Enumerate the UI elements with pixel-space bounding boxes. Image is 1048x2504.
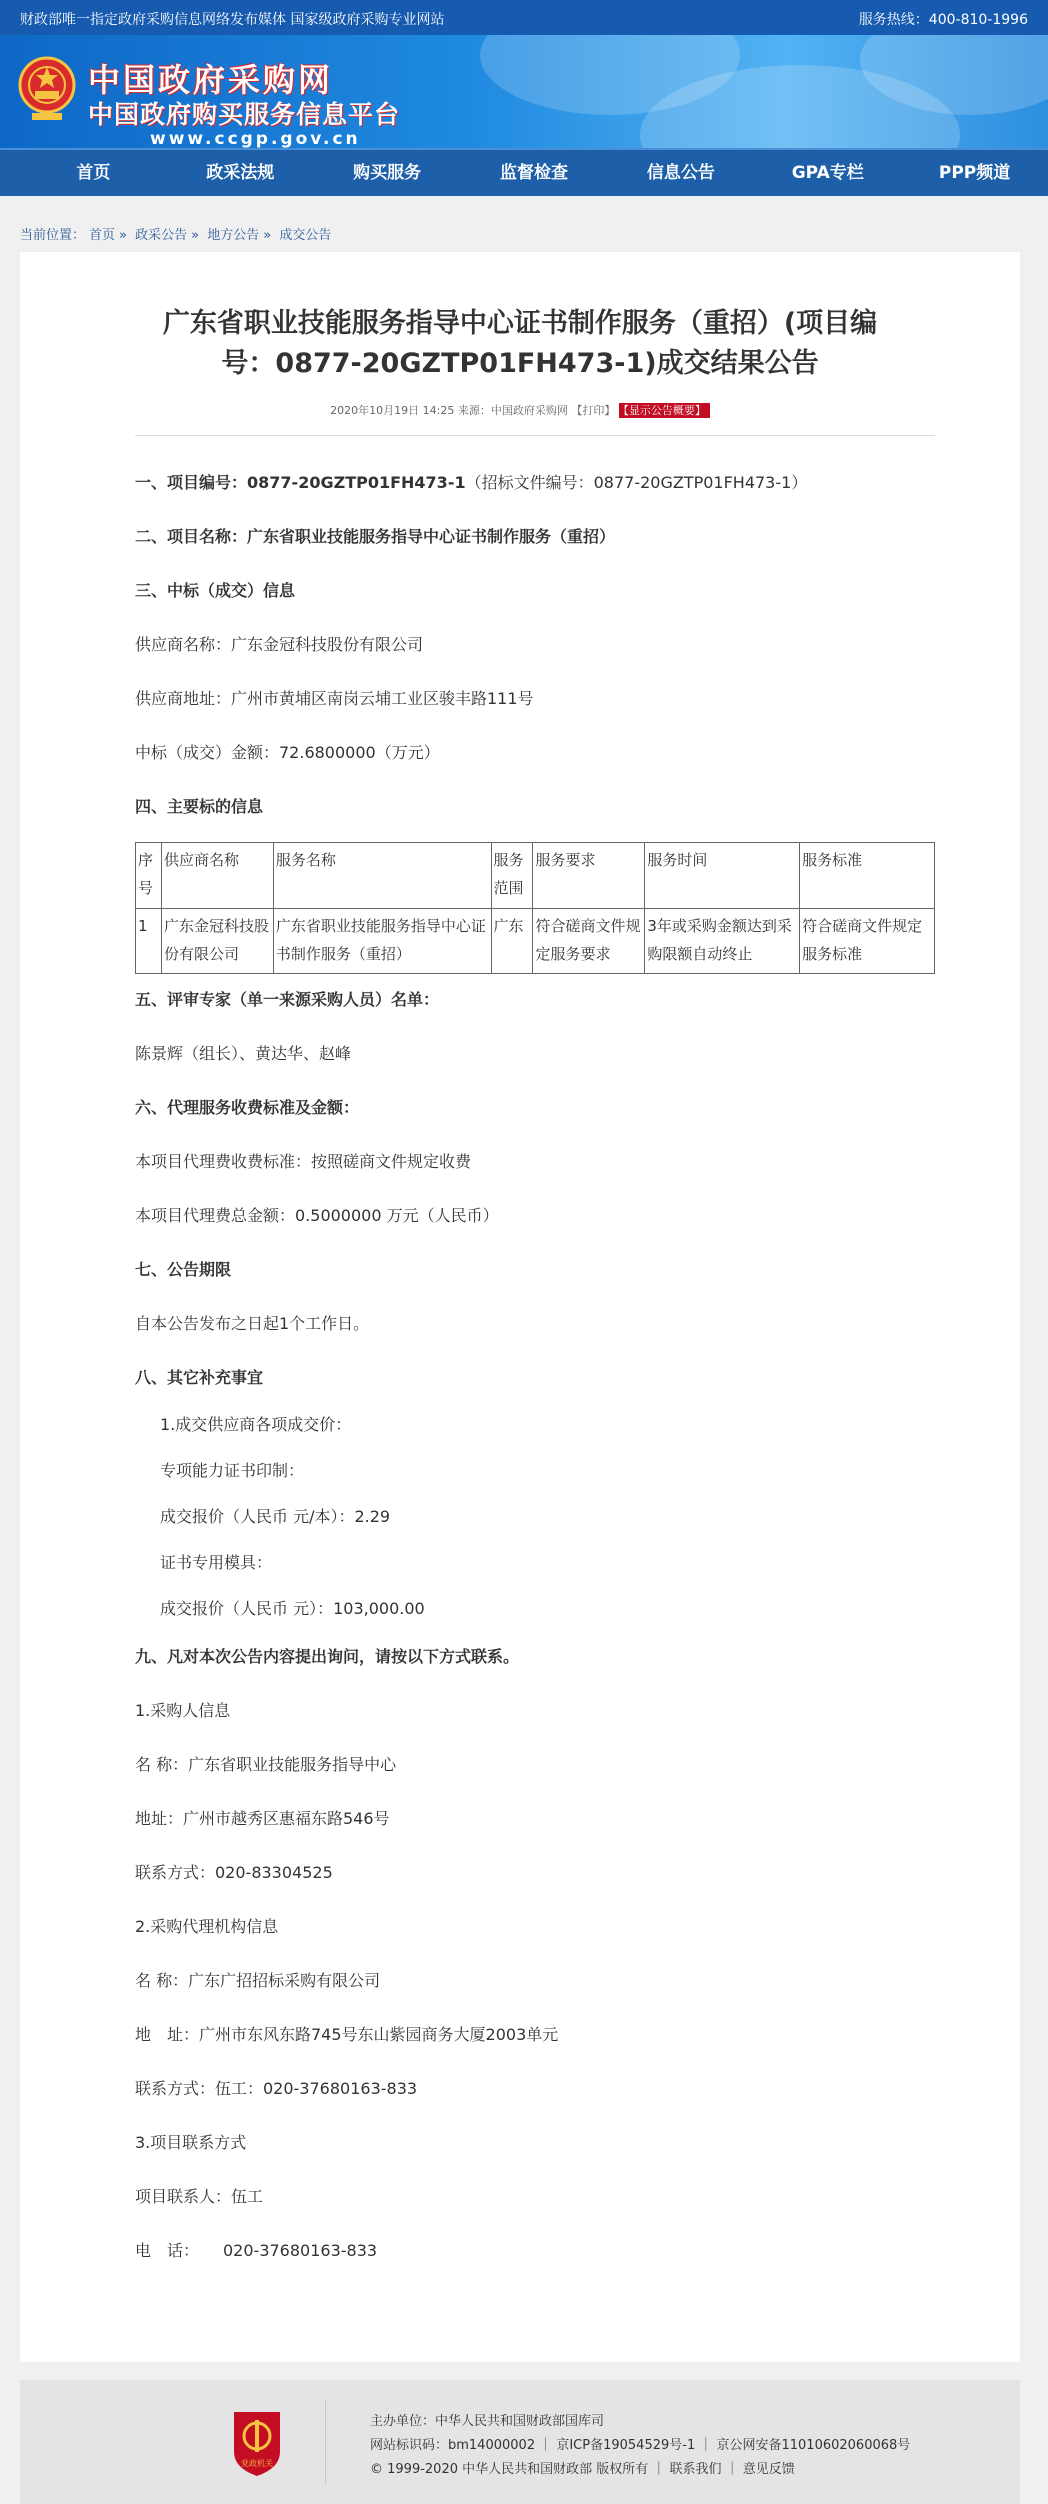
buyer-name: 名 称：广东省职业技能服务指导中心 (135, 1755, 397, 1774)
agency-heading: 2.采购代理机构信息 (135, 1917, 279, 1936)
site-banner (0, 35, 1048, 148)
project-contact: 项目联系人：伍工 (135, 2187, 264, 2206)
supplement-line: 专项能力证书印制： (160, 1461, 305, 1480)
table-cell: 3年或采购金额达到采购限额自动终止 (645, 908, 800, 974)
badge-label: 党政机关 (241, 2459, 273, 2468)
article-meta-text[interactable]: 2020年10月19日 14:25 来源：中国政府采购网 【打印】 (330, 404, 616, 417)
breadcrumb-local[interactable]: 地方公告 (207, 228, 260, 243)
logo-title-cn: 中国政府采购网 (88, 61, 334, 99)
project-name: 广东省职业技能服务指导中心证书制作服务（重招） (247, 527, 616, 546)
nav-regulations[interactable]: 政采法规 (206, 163, 275, 183)
top-bar-slogan: 财政部唯一指定政府采购信息网络发布媒体 国家级政府采购专业网站 (20, 12, 445, 28)
nav-home[interactable]: 首页 (76, 163, 111, 183)
table-header-cell: 服务范围 (491, 843, 533, 909)
supplier-name: 供应商名称：广东金冠科技股份有限公司 (135, 635, 424, 654)
supplement-line: 成交报价（人民币 元）：103,000.00 (160, 1599, 425, 1618)
tender-doc-code: （招标文件编号：0877-20GZTP01FH473-1） (465, 473, 808, 492)
footer-divider (325, 2400, 326, 2485)
agency-address: 地 址：广州市东风东路745号东山紫园商务大厦2003单元 (135, 2025, 559, 2044)
breadcrumb-separator: » (191, 228, 200, 243)
supplement-line: 成交报价（人民币 元/本）：2.29 (160, 1507, 391, 1526)
top-bar (0, 0, 1048, 35)
table-cell: 1 (136, 908, 162, 974)
agency-name: 名 称：广东广招招标采购有限公司 (135, 1971, 381, 1990)
section-2 (135, 524, 615, 547)
section-1-label: 一、项目编号： (135, 473, 248, 492)
service-hotline: 服务热线：400-810-1996 (858, 12, 1028, 28)
project-phone: 电 话： 020-37680163-833 (135, 2241, 378, 2260)
table-cell: 符合磋商文件规定服务要求 (533, 908, 645, 974)
table-header-cell: 服务要求 (533, 843, 645, 909)
nav-ppp[interactable]: PPP频道 (938, 163, 1011, 183)
nav-purchase-services[interactable]: 购买服务 (353, 163, 422, 183)
section-3-heading: 三、中标（成交）信息 (135, 581, 296, 600)
nav-gpa[interactable]: GPA专栏 (791, 163, 864, 183)
section-9-heading: 九、凡对本次公告内容提出询问，请按以下方式联系。 (135, 1647, 520, 1666)
section-4-heading: 四、主要标的信息 (135, 797, 264, 816)
section-8-heading: 八、其它补充事宜 (135, 1368, 264, 1387)
agency-phone: 联系方式：伍工：020-37680163-833 (135, 2079, 418, 2098)
table-header-cell: 序号 (136, 843, 162, 909)
supplement-line: 证书专用模具： (160, 1553, 273, 1572)
expert-list: 陈景辉（组长）、黄达华、赵峰 (135, 1044, 352, 1063)
site-footer (20, 2380, 1020, 2504)
nav-supervision[interactable]: 监督检查 (500, 163, 568, 183)
article-title-line1: 广东省职业技能服务指导中心证书制作服务（重招）(项目编 (162, 308, 878, 339)
project-code: 0877-20GZTP01FH473-1 (247, 473, 466, 492)
national-emblem-icon (18, 53, 76, 123)
buyer-phone: 联系方式：020-83304525 (135, 1863, 333, 1882)
award-table (135, 842, 935, 974)
supplement-line: 1.成交供应商各项成交价： (160, 1415, 352, 1434)
table-cell: 符合磋商文件规定服务标准 (800, 908, 935, 974)
section-7-heading: 七、公告期限 (135, 1260, 232, 1279)
nav-announcements[interactable]: 信息公告 (646, 163, 715, 183)
breadcrumb-separator: » (119, 228, 127, 243)
section-5-heading: 五、评审专家（单一来源采购人员）名单： (135, 990, 440, 1009)
footer-copyright[interactable]: © 1999-2020 中华人民共和国财政部 版权所有 ｜ 联系我们 ｜ 意见反馈 (370, 2462, 795, 2477)
table-cell: 广东省职业技能服务指导中心证书制作服务（重招） (273, 908, 491, 974)
table-header-row (136, 843, 935, 909)
breadcrumb-prefix: 当前位置： (20, 228, 86, 243)
logo-url: www.ccgp.gov.cn (150, 129, 361, 148)
fee-total: 本项目代理费总金额：0.5000000 万元（人民币） (135, 1206, 499, 1225)
footer-registration[interactable]: 网站标识码：bm14000002 ｜ 京ICP备19054529号-1 ｜ 京公网安备11010602060068号 (370, 2438, 911, 2453)
section-2-label: 二、项目名称： (135, 527, 248, 546)
table-header-cell: 供应商名称 (161, 843, 273, 909)
breadcrumb-separator: » (263, 228, 272, 243)
table-header-cell: 服务名称 (273, 843, 491, 909)
article-meta (20, 402, 1020, 418)
logo-subtitle-cn: 中国政府购买服务信息平台 (88, 100, 401, 129)
show-summary-button[interactable]: 【显示公告概要】 (619, 403, 710, 418)
supplier-address: 供应商地址：广州市黄埔区南岗云埔工业区骏丰路111号 (135, 689, 534, 708)
buyer-address: 地址：广州市越秀区惠福东路546号 (135, 1809, 390, 1828)
project-contact-heading: 3.项目联系方式 (135, 2133, 247, 2152)
main-nav (0, 148, 1048, 196)
notice-period: 自本公告发布之日起1个工作日。 (135, 1314, 370, 1333)
section-1 (135, 470, 807, 493)
article-title (100, 304, 940, 384)
breadcrumb-notices[interactable]: 政采公告 (135, 228, 188, 243)
article-panel (20, 252, 1020, 2362)
divider (135, 435, 935, 436)
table-header-cell: 服务标准 (800, 843, 935, 909)
table-cell: 广东金冠科技股份有限公司 (161, 908, 273, 974)
breadcrumb (20, 224, 335, 243)
footer-sponsor: 主办单位：中华人民共和国财政部国库司 (370, 2414, 605, 2429)
table-header-cell: 服务时间 (645, 843, 800, 909)
breadcrumb-home[interactable]: 首页 (89, 228, 116, 243)
article-title-line2: 号：0877-20GZTP01FH473-1)成交结果公告 (221, 348, 819, 379)
table-cell: 广东 (491, 908, 533, 974)
fee-standard: 本项目代理费收费标准：按照磋商文件规定收费 (135, 1152, 472, 1171)
table-row (136, 908, 935, 974)
award-amount: 中标（成交）金额：72.6800000（万元） (135, 743, 440, 762)
section-6-heading: 六、代理服务收费标准及金额： (135, 1098, 360, 1117)
party-government-badge-icon[interactable] (230, 2408, 284, 2478)
buyer-heading: 1.采购人信息 (135, 1701, 231, 1720)
breadcrumb-deal[interactable]: 成交公告 (279, 228, 332, 243)
